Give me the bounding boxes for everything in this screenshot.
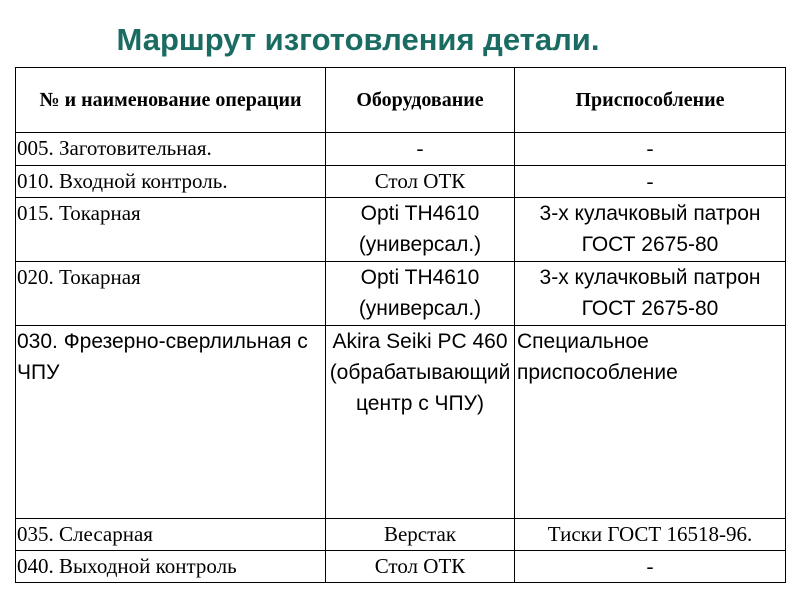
header-operation: № и наименование операции: [16, 68, 326, 133]
table-row: [16, 166, 786, 198]
operation-cell: 020. Токарная: [16, 262, 326, 326]
fixture-cell: 3-х кулачковый патрон ГОСТ 2675-80: [515, 198, 786, 262]
table-row: [16, 262, 786, 326]
operation-cell: 035. Слесарная: [16, 519, 326, 551]
table-row: [16, 551, 786, 583]
table-header-row: [16, 68, 786, 133]
fixture-cell: Тиски ГОСТ 16518-96.: [515, 519, 786, 551]
equipment-cell: Opti TH4610 (универсал.): [326, 262, 515, 326]
operation-cell: 030. Фрезерно-сверлильная с ЧПУ: [16, 326, 326, 519]
equipment-cell: Стол ОТК: [326, 166, 515, 198]
operation-cell: 015. Токарная: [16, 198, 326, 262]
equipment-cell: Стол ОТК: [326, 551, 515, 583]
table-row: [16, 326, 786, 519]
fixture-cell: Специальное приспособление: [515, 326, 786, 519]
fixture-cell: -: [515, 551, 786, 583]
fixture-cell: -: [515, 166, 786, 198]
page-title: Маршрут изготовления детали.: [116, 22, 600, 57]
operation-cell: 005. Заготовительная.: [16, 133, 326, 166]
table-row: [16, 133, 786, 166]
equipment-cell: Opti TH4610 (универсал.): [326, 198, 515, 262]
equipment-cell: Верстак: [326, 519, 515, 551]
fixture-cell: -: [515, 133, 786, 166]
equipment-cell: Akira Seiki PC 460 (обрабатывающий центр с ЧПУ): [326, 326, 515, 519]
header-fixture: Приспособление: [515, 68, 786, 133]
table-row: [16, 198, 786, 262]
header-equipment: Оборудование: [326, 68, 515, 133]
operation-cell: 040. Выходной контроль: [16, 551, 326, 583]
operations-table: [15, 67, 786, 583]
operation-cell: 010. Входной контроль.: [16, 166, 326, 198]
fixture-cell: 3-х кулачковый патрон ГОСТ 2675-80: [515, 262, 786, 326]
table-row: [16, 519, 786, 551]
equipment-cell: -: [326, 133, 515, 166]
